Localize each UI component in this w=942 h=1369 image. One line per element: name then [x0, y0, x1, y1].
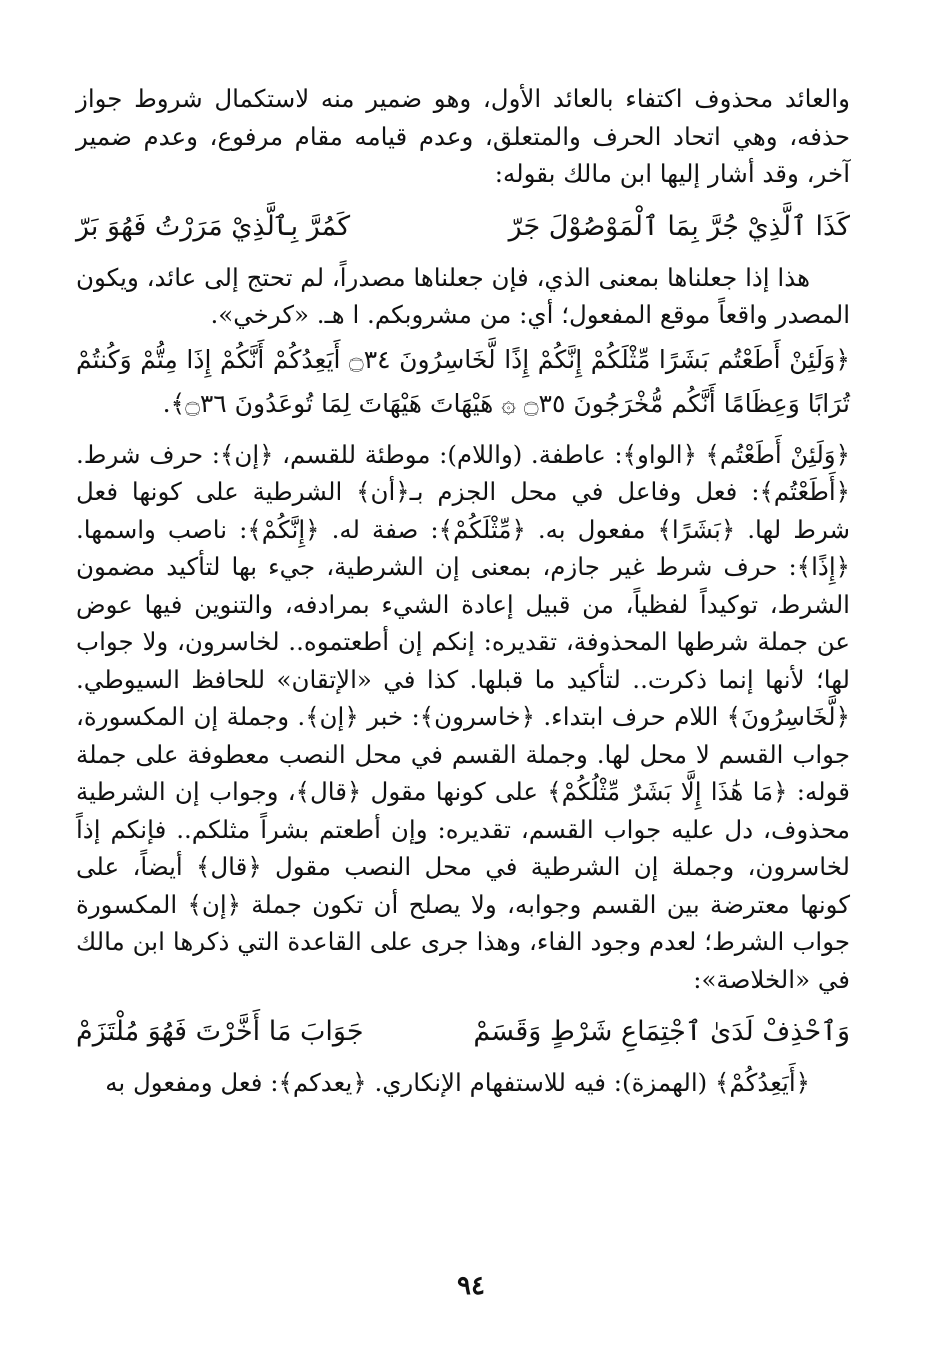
paragraph-commentary-1: والعائد محذوف اكتفاء بالعائد الأول، وهو ضمير منه لاستكمال شروط جواز حذفه، وهي اتحاد الحرف والمتعلق، وعدم قيامه مقام مرفوع، وعدم ضمير آخر، وقد أشار إليها ابن مالك بقوله: [76, 84, 850, 188]
page-number: ٩٤ [457, 1271, 485, 1301]
quran-verses: ﴿وَلَئِنْ أَطَعْتُم بَشَرًا مِّثْلَكُمْ إِنَّكُمْ إِذًا لَّخَاسِرُونَ ۝٣٤ أَيَعِدُكُمْ أَنَّكُمْ إِذَا مِتُّمْ وَكُنتُمْ تُرَابًا وَعِظَامًا أَنَّكُم مُّخْرَجُونَ ۝٣٥ ۞ هَيْهَاتَ هَيْهَاتَ لِمَا تُوعَدُونَ ۝٣٦﴾. [76, 344, 851, 418]
paragraph-grammar-analysis: ﴿وَلَئِنْ أَطَعْتُم﴾ ﴿الواو﴾: عاطفة. (واللام): موطئة للقسم، ﴿إن﴾: حرف شرط. ﴿أَطَعْتُم﴾: فعل وفاعل في محل الجزم بـ﴿أن﴾ الشرطية على كونها فعل شرط لها. ﴿بَشَرًا﴾ مفعول به. ﴿مِّثْلَكُمْ﴾: صفة له. ﴿إِنَّكُمْ﴾: ناصب واسمها. ﴿إِذًا﴾: حرف شرط غير جازم، بمعنى إن الشرطية، جيء بها لتأكيد مضمون الشرط، توكيداً لفظياً، من قبيل إعادة الشيء بمرادفه، والتنوين فيها عوض عن جملة شرطها المحذوفة، تقديره: إنكم إن أطعتموه.. لخاسرون، ولا جواب لها؛ لأنها إنما ذكرت.. لتأكيد ما قبلها. كذا في «الإتقان» للحافظ السيوطي. ﴿لَّخَاسِرُونَ﴾ اللام حرف ابتداء. ﴿خاسرون﴾: خبر ﴿إن﴾. وجملة إن المكسورة، جواب القسم لا محل لها. وجملة القسم في محل النصب معطوفة على جملة قوله: ﴿مَا هَٰذَا إِلَّا بَشَرٌ مِّثْلُكُمْ﴾ على كونها مقول ﴿قال﴾، وجواب إن الشرطية محذوف، دل عليه جواب القسم، تقديره: وإن أطعتم بشراً مثلكم.. فإنكم إذاً لخاسرون، وجملة إن الشرطية في محل النصب مقول ﴿قال﴾ أيضاً، على كونها معترضة بين القسم وجوابه، ولا يصلح أن تكون جملة ﴿إن﴾ المكسورة جواب الشرط؛ لعدم وجود الفاء، وهذا جرى على القاعدة التي ذكرها ابن مالك في «الخلاصة»: [76, 439, 850, 994]
poem-hemistich-first: كَذَا ٱلَّذِيْ جُرَّ بِمَا ٱلْمَوْصُوْلَ جَرّ [508, 210, 850, 242]
paragraph-commentary-2: هذا إذا جعلناها بمعنى الذي، فإن جعلناها مصدراً، لم تحتج إلى عائد، ويكون المصدر واقعاً موقع المفعول؛ أي: من مشروبكم. ا هـ. «كرخي». [76, 262, 850, 329]
poem-verse-2 [76, 1012, 850, 1052]
poem-hemistich-second: جَوَابَ مَا أَخَّرْتَ فَهُوَ مُلْتَزَمْ [76, 1016, 364, 1047]
paragraph-grammar-continued: ﴿أَيَعِدُكُمْ﴾ (الهمزة): فيه للاستفهام الإنكاري. ﴿يعدكم﴾: فعل ومفعول به [105, 1068, 810, 1097]
poem-verse-1 [76, 207, 850, 247]
poem-hemistich-second: كَمُرَّ بِٱلَّذِيْ مَرَرْتُ فَهُوَ بَرّ [76, 210, 351, 242]
poem-hemistich-first: وَٱحْذِفْ لَدَىٰ ٱجْتِمَاعِ شَرْطٍ وَقَسَمْ [473, 1016, 850, 1047]
